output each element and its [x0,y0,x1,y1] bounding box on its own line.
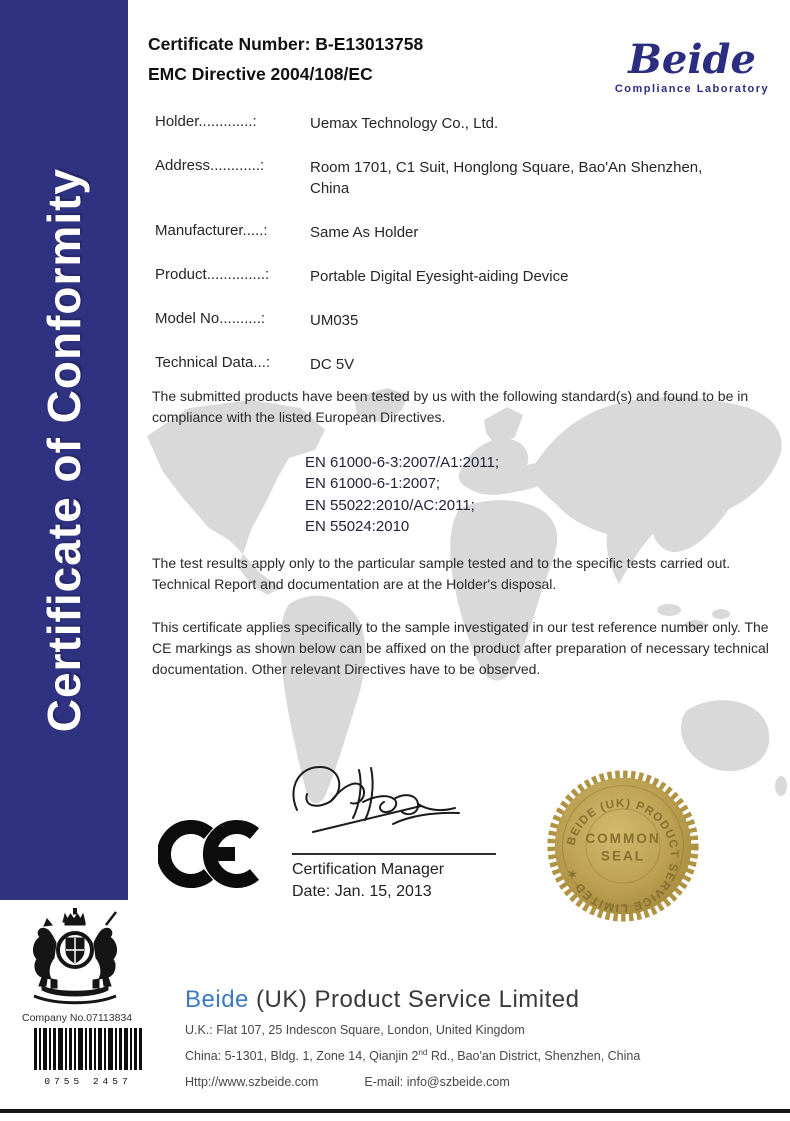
field-label: Holder.............: [155,113,257,130]
certificate-title: Certificate of Conformity [38,167,90,733]
footer-email: E-mail: info@szbeide.com [364,1074,510,1089]
ce-mark-graphic [158,816,262,892]
field-value: UM035 [310,312,359,329]
signer-role: Certification Manager [292,861,445,878]
beide-logo [602,36,782,95]
footer-company-name-beide: Beide [185,986,249,1013]
barcode [34,1028,142,1087]
intro-paragraph: The submitted products have been tested by us with the following standard(s) and found to be in compliance with the listed European Directives. [152,388,749,425]
ce-mark [158,816,262,897]
footer-company-block [185,986,775,1091]
field-model-no [155,310,775,331]
beide-logo-subtitle: Compliance Laboratory [614,83,770,95]
signature-graphic [283,758,488,858]
barcode-graphic [34,1028,142,1070]
signature [283,758,488,863]
field-value: Room 1701, C1 Suit, Honglong Square, Bao'An Shenzhen, China [310,159,703,197]
field-address [155,157,775,199]
standard-item: EN 55022:2010/AC:2011; [305,496,475,514]
seal-center-line2: SEAL [600,848,646,864]
applies-paragraph: This certificate applies specifically to the sample investigated in our test reference number only. The CE markings as shown below can be affixed on the product after preparation of necessary technical documentation. Other relevant Directives have to be observed. [152,619,769,677]
footer-company-name-rest: (UK) Product Service Limited [248,986,580,1013]
seal-center-line1: COMMON [585,831,661,847]
field-product [155,266,775,287]
seal-ring-text: BEIDE (UK) PRODUCT SERVICE LIMITED ✶ [564,796,681,915]
field-value: DC 5V [310,356,355,373]
field-label: Technical Data...: [155,354,271,371]
footer-website: Http://www.szbeide.com [185,1074,319,1089]
company-number: Company No.07113834 [22,1012,133,1024]
field-label: Address............: [155,157,265,174]
standard-item: EN 55024:2010 [305,517,410,535]
results-paragraph: The test results apply only to the particular sample tested and to the specific tests carried out. Technical Report and documentation are at the Holder's disposal. [152,555,731,592]
field-value: Portable Digital Eyesight-aiding Device [310,268,569,285]
field-value: Uemax Technology Co., Ltd. [310,115,499,132]
field-label: Product..............: [155,266,270,283]
footer-address-china-ordinal: nd [418,1047,428,1057]
common-seal [545,768,701,929]
signature-block [292,853,496,901]
barcode-digits: 0755 2457 [44,1076,132,1087]
standard-item: EN 61000-6-1:2007; [305,475,441,493]
field-label: Model No..........: [155,310,266,327]
standards-list [305,452,499,537]
certificate-fields [155,113,775,398]
footer-address-uk: U.K.: Flat 107, 25 Indescon Square, London, United Kingdom [185,1023,525,1037]
common-seal-graphic [545,768,701,924]
coat-of-arms-graphic [24,908,124,1006]
directive-line: EMC Directive 2004/108/EC [148,64,373,84]
certificate-number: Certificate Number: B-E13013758 [148,34,424,54]
footer-address-china-prefix: China: 5-1301, Bldg. 1, Zone 14, Qianjin 2 [185,1048,419,1063]
signature-date: Date: Jan. 15, 2013 [292,883,432,900]
bottom-rule [0,1109,790,1113]
royal-coat-of-arms [24,908,124,1011]
field-technical-data [155,354,775,375]
field-manufacturer [155,222,775,243]
footer-company-name [185,986,775,1014]
footer-address-china [185,1047,775,1066]
standard-item: EN 61000-6-3:2007/A1:2011; [305,454,500,471]
field-value: Same As Holder [310,224,419,241]
certificate-title-ribbon [0,0,128,900]
field-holder [155,113,775,134]
footer-address-china-suffix: Rd., Bao'an District, Shenzhen, China [427,1048,641,1063]
field-label: Manufacturer.....: [155,222,268,239]
beide-logo-wordmark: Beide [628,36,756,83]
footer-contact-line [185,1073,775,1092]
